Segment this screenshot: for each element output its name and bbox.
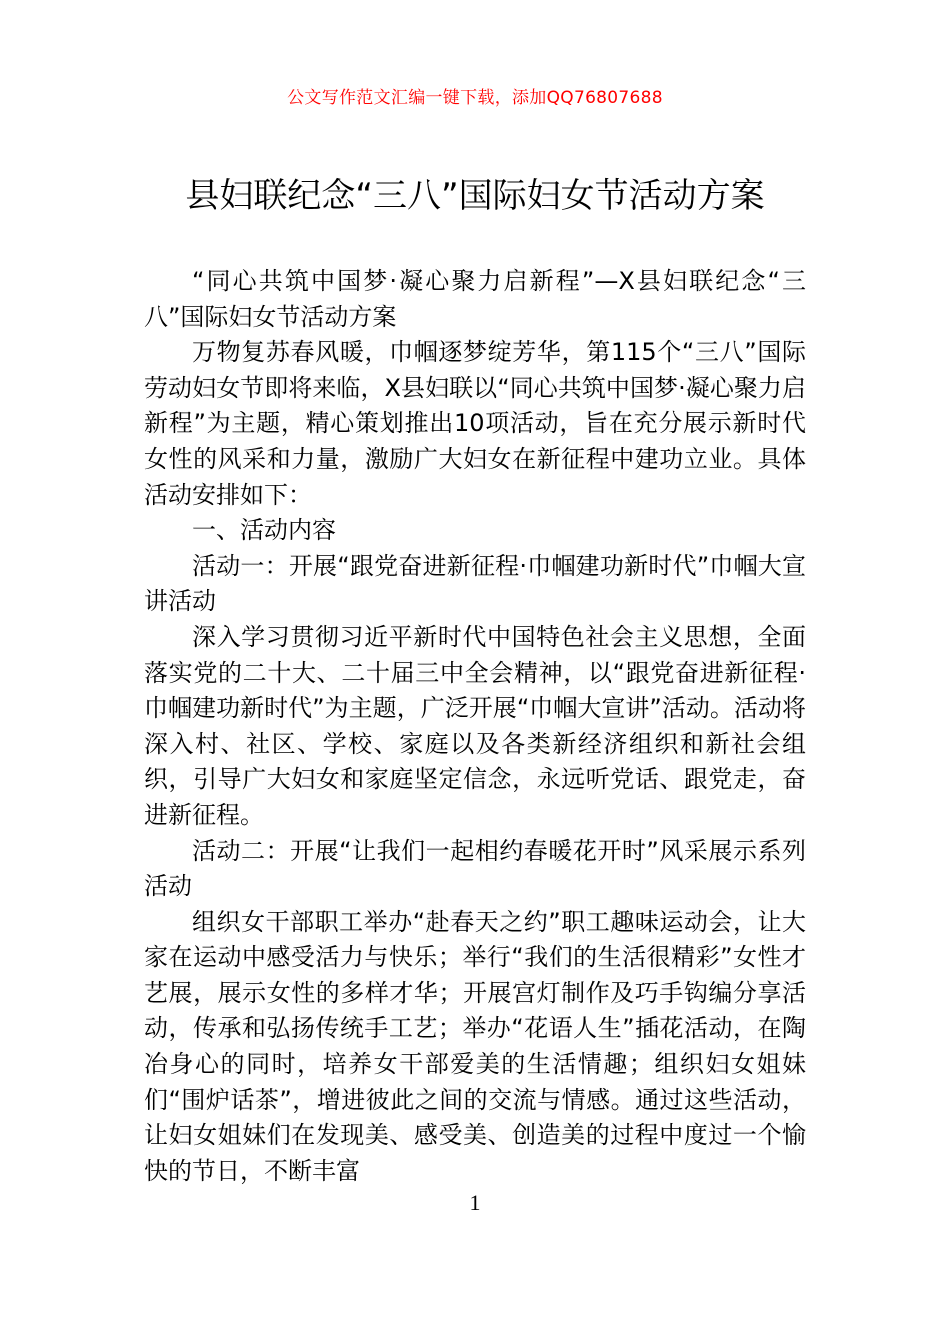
subtitle-paragraph: “同心共筑中国梦·凝心聚力启新程”—X县妇联纪念“三八”国际妇女节活动方案 [144,267,806,331]
document-title: 县妇联纪念“三八”国际妇女节活动方案 [185,176,765,216]
activity-one-heading: 活动一：开展“跟党奋进新征程·巾帼建功新时代”巾帼大宣讲活动 [144,551,806,616]
activity-one-paragraph: 深入学习贯彻习近平新时代中国特色社会主义思想，全面落实党的二十大、二十届三中全会精神，以“跟党奋进新征程·巾帼建功新时代”为主题，广泛开展“巾帼大宣讲”活动。活动将深入村、社区、学校、家庭以及各类新经济组织和新社会组织，引导广大妇女和家庭坚定信念，永远听党话、跟党走，奋进新征程。 [144,622,806,829]
page-number: 1 [469,1190,481,1215]
activity-two-paragraph: 组织女干部职工举办“赴春天之约”职工趣味运动会，让大家在运动中感受活力与快乐；举行“我们的生活很精彩”女性才艺展，展示女性的多样才华；开展宫灯制作及巧手钩编分享活动，传承和弘扬传统手工艺；举办“花语人生”插花活动，在陶冶身心的同时，培养女干部爱美的生活情趣；组织妇女姐妹们“围炉话茶”，增进彼此之间的交流与情感。通过这些活动，让妇女姐妹们在发现美、感受美、创造美的过程中度过一个愉快的节日，不断丰富 [144,907,806,1185]
document-body [144,264,806,1189]
section-heading: 一、活动内容 [192,516,336,545]
download-notice: 公文写作范文汇编一键下载，添加QQ76807688 [287,88,663,108]
intro-paragraph: 万物复苏春风暖，巾帼逐梦绽芳华，第115个“三八”国际劳动妇女节即将来临，X县妇联以“同心共筑中国梦·凝心聚力启新程”为主题，精心策划推出10项活动，旨在充分展示新时代女性的风采和力量，激励广大妇女在新征程中建功立业。具体活动安排如下： [144,338,806,509]
activity-two-heading: 活动二：开展“让我们一起相约春暖花开时”风采展示系列活动 [144,836,806,901]
